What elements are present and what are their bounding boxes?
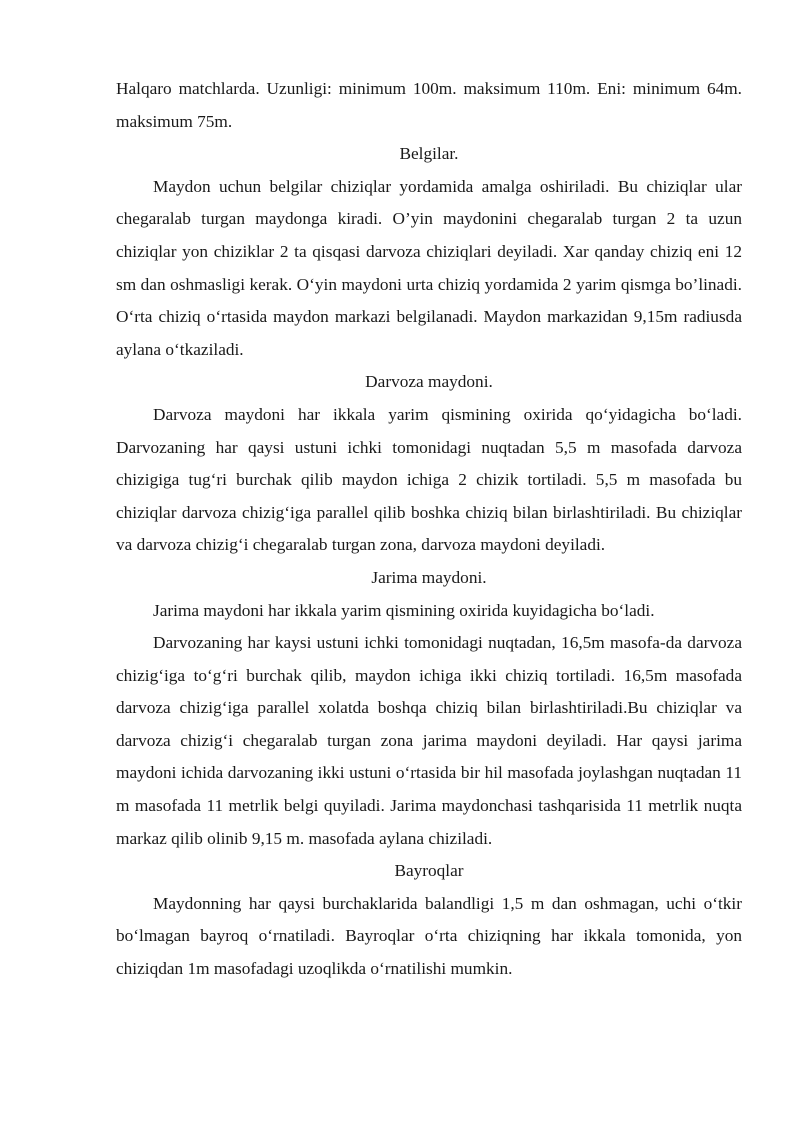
document-page (116, 73, 742, 986)
paragraph-jarima-maydoni-2: Darvozaning har kaysi ustuni ichki tomonidagi nuqtadan, 16,5m masofa-da darvoza chizig‘iga to‘g‘ri burchak qilib, maydon ichiga ikki chiziq tortiladi. 16,5m masofada darvoza chizig‘iga parallel xolatda boshqa chiziq bilan birlashtiriladi.Bu chiziqlar va darvoza chizig‘i chegaralab turgan zona jarima maydoni deyiladi. Har qaysi jarima maydoni ichida darvozaning ikki ustuni o‘rtasida bir hil masofada joylashgan nuqtadan 11 m masofada 11 metrlik belgi quyiladi. Jarima maydonchasi tashqarisida 11 metrlik nuqta markaz qilib olinib 9,15 m. masofada aylana chiziladi. (116, 633, 742, 848)
paragraph-belgilar: Maydon uchun belgilar chiziqlar yordamida amalga oshiriladi. Bu chiziqlar ular chegaralab turgan maydonga kiradi. O’yin maydonini chegaralab turgan 2 ta uzun chiziqlar yon chiziklar 2 ta qisqasi darvoza chiziqlari deyiladi. Xar qanday chiziq eni 12 sm dan oshmasligi kerak. O‘yin maydoni urta chiziq yordamida 2 yarim qismga bo’linadi. O‘rta chiziq o‘rtasida maydon markazi belgilanadi. Maydon markazidan 9,15m radiusda aylana o‘tkaziladi. (116, 176, 742, 359)
paragraph-darvoza-maydoni: Darvoza maydoni har ikkala yarim qismining oxirida qo‘yidagicha bo‘ladi. Darvozaning har qaysi ustuni ichki tomonidagi nuqtadan 5,5 m masofada darvoza chizigiga tug‘ri burchak qilib maydon ichiga 2 chizik tortiladi. 5,5 m masofada bu chiziqlar darvoza chizig‘iga parallel qilib boshka chiziq bilan birlashtiriladi. Bu chiziqlar va darvoza chizig‘i chegaralab turgan zona, darvoza maydoni deyiladi. (116, 404, 742, 555)
section-heading-darvoza-maydoni: Darvoza maydoni. (365, 372, 493, 392)
intro-paragraph: Halqaro matchlarda. Uzunligi: minimum 100m. maksimum 110m. Eni: minimum 64m. maksimum 75m. (116, 79, 742, 131)
paragraph-jarima-maydoni-1: Jarima maydoni har ikkala yarim qismining oxirida kuyidagicha bo‘ladi. (153, 600, 655, 620)
section-heading-bayroqlar: Bayroqlar (394, 861, 464, 881)
paragraph-bayroqlar: Maydonning har qaysi burchaklarida balandligi 1,5 m dan oshmagan, uchi o‘tkir bo‘lmagan bayroq o‘rnatiladi. Bayroqlar o‘rta chiziqning har ikkala tomonida, yon chiziqdan 1m masofadagi uzoqlikda o‘rnatilishi mumkin. (116, 893, 742, 979)
section-heading-jarima-maydoni: Jarima maydoni. (371, 567, 487, 587)
section-heading-belgilar: Belgilar. (399, 144, 459, 164)
